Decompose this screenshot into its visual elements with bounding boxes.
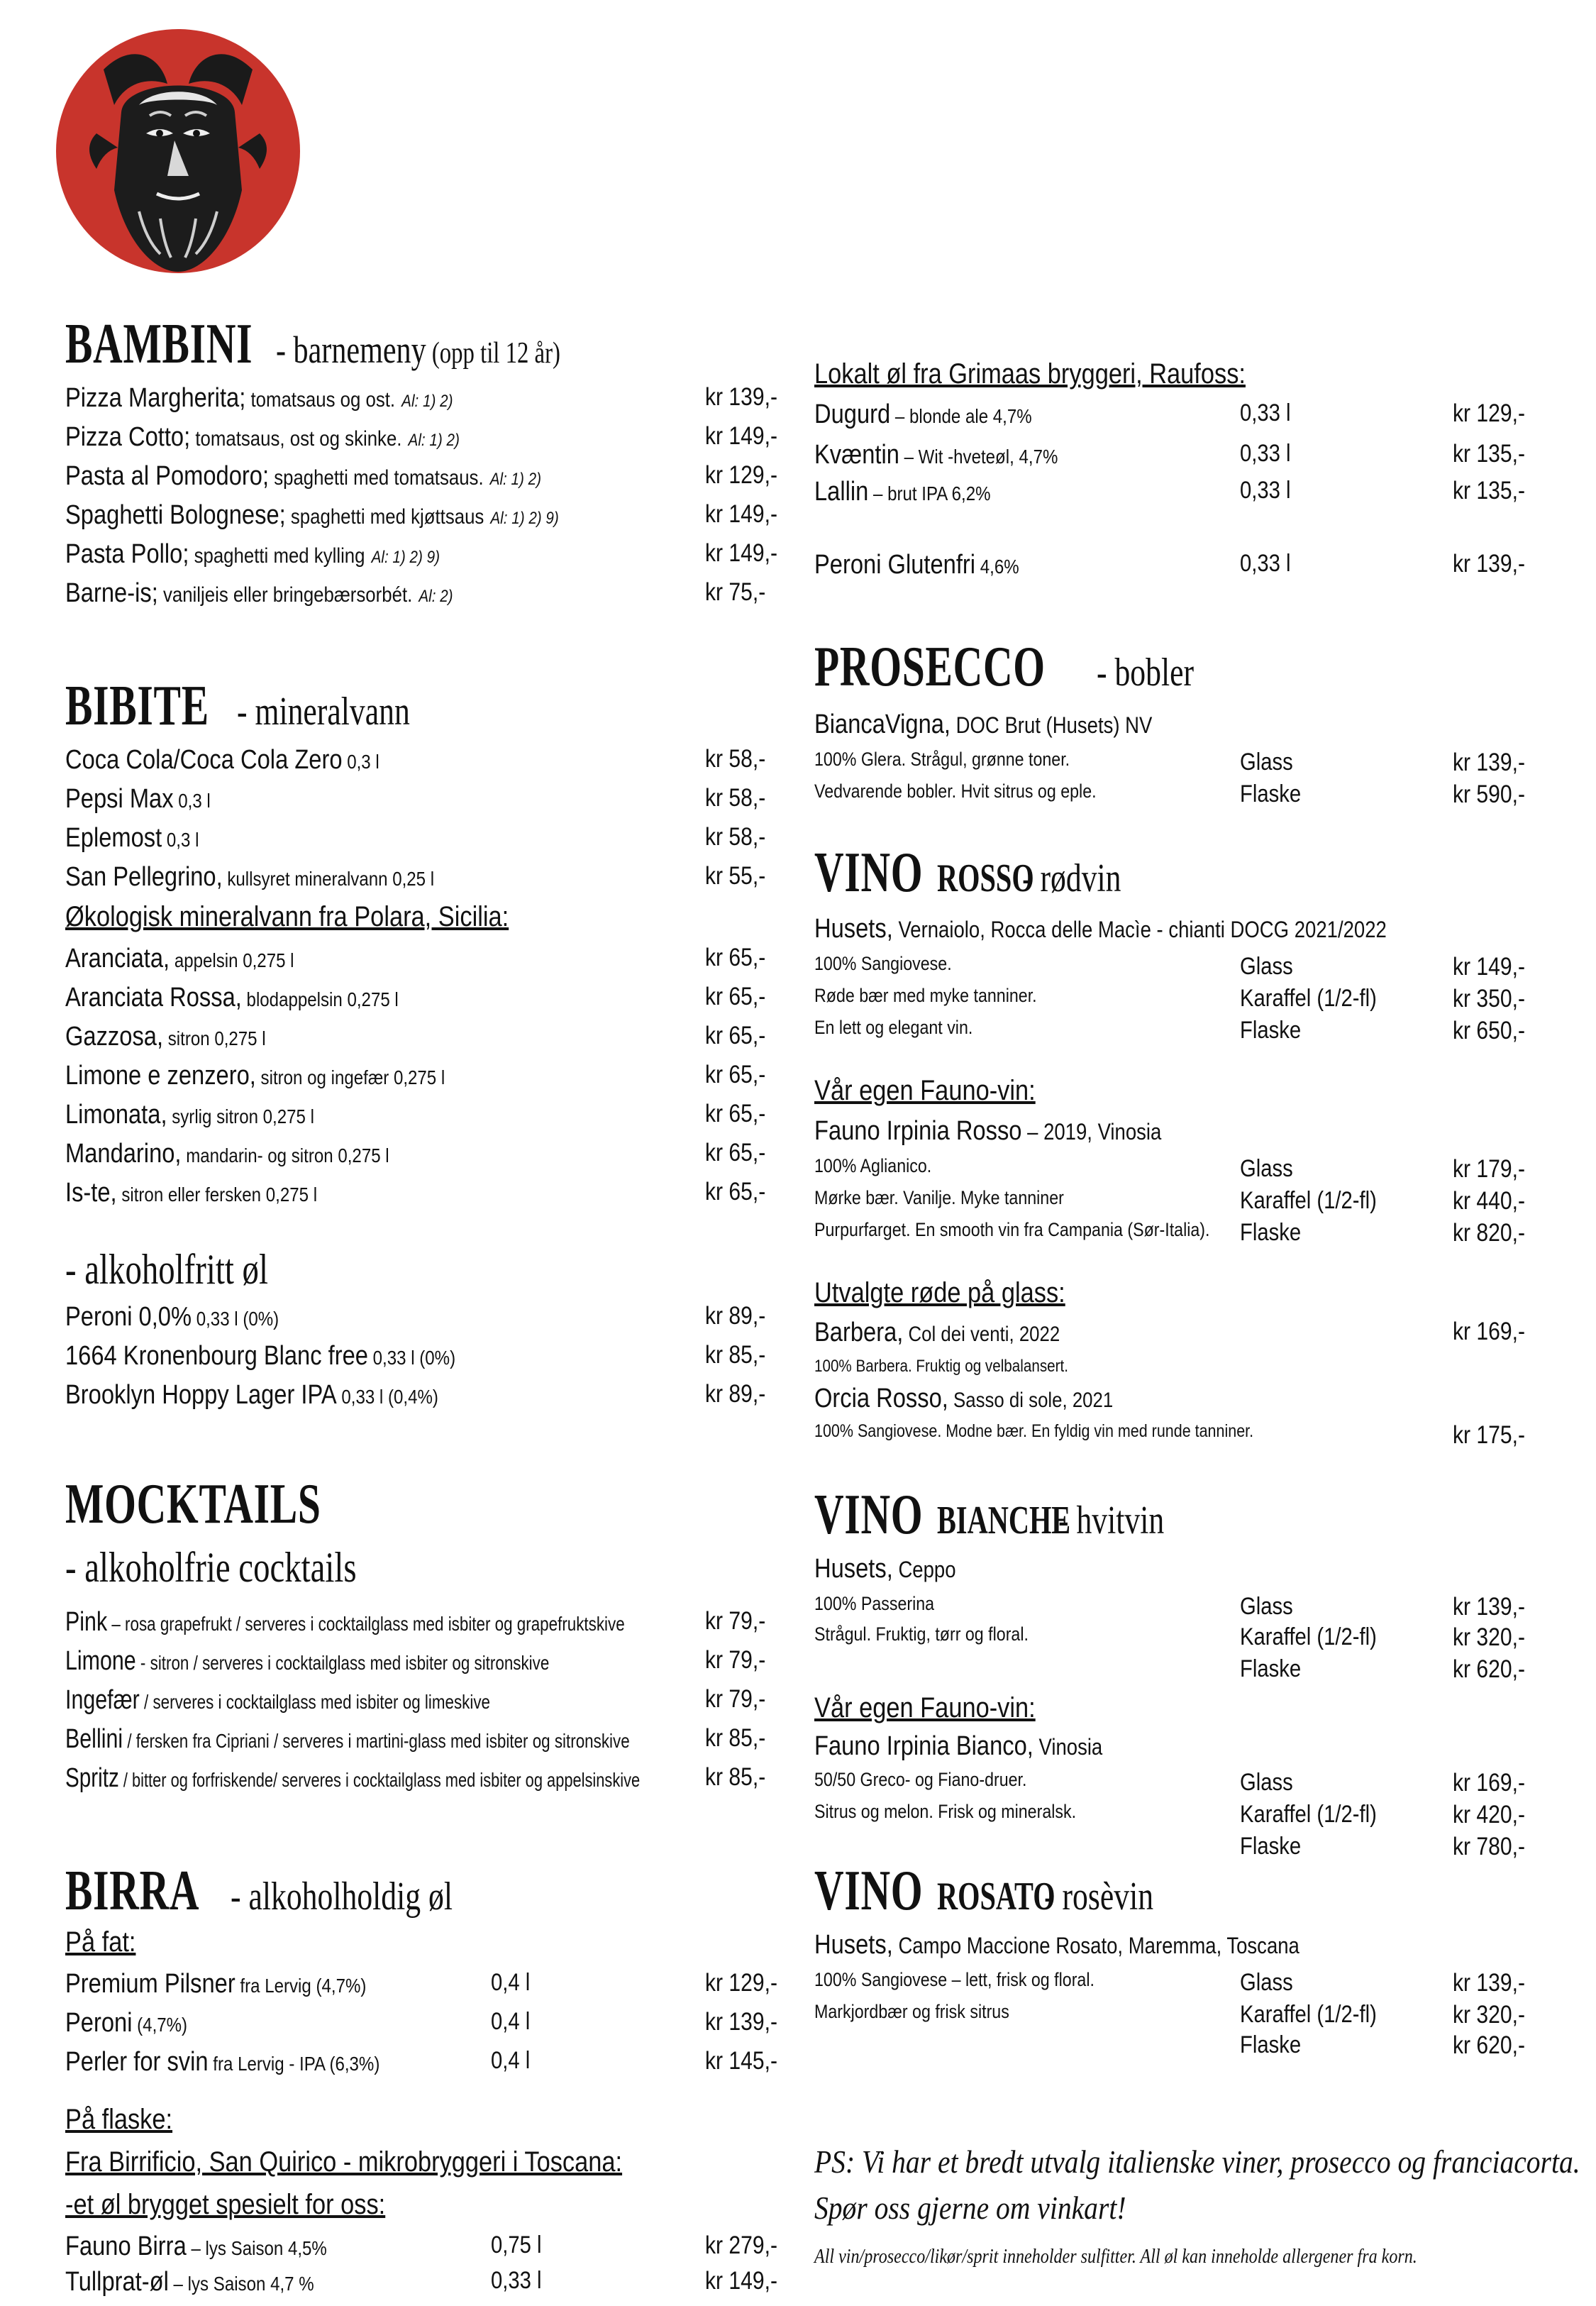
utvalgte-wine: Orcia Rosso, Sasso di sole, 2021 bbox=[814, 1384, 1114, 1413]
wine-row: 100% Glera. Strågul, grønne toner. Glass kr 139,- bbox=[814, 749, 1526, 776]
rosato-wine: Husets, Campo Maccione Rosato, Maremma, Toscana bbox=[814, 1930, 1299, 1960]
list-item: Is-te, sitron eller fersken 0,275 l kr 65,- bbox=[65, 1178, 766, 1208]
mocktails-heading: MOCKTAILS bbox=[65, 1473, 321, 1535]
birra-heading: BIRRA- alkoholholdig øl bbox=[65, 1860, 453, 1922]
price: kr 129,- bbox=[705, 461, 778, 489]
utvalgte-note: 100% Barbera. Fruktig og velbalansert. bbox=[814, 1357, 1068, 1376]
ps-line-2: Spør oss gjerne om vinkart! bbox=[814, 2190, 1126, 2226]
bianche-heading: VINOBIANCHE- hvitvin bbox=[814, 1484, 1165, 1546]
list-item: Perler for svin fra Lervig - IPA (6,3%) 0,4 l kr 145,- bbox=[65, 2047, 778, 2077]
price: kr 149,- bbox=[705, 539, 778, 567]
rosato-heading: VINOROSATO- rosèvin bbox=[814, 1860, 1154, 1922]
list-item: Pasta Pollo; spaghetti med kylling Al: 1) 2) 9) kr 149,- bbox=[65, 539, 778, 569]
list-item: Barne-is; vaniljeis eller bringebærsorbét. Al: 2) kr 75,- bbox=[65, 578, 766, 608]
list-item: Peroni 0,0% 0,33 l (0%) kr 89,- bbox=[65, 1302, 766, 1332]
birrificio-heading: Fra Birrificio, San Quirico - mikrobryggeri i Toscana: bbox=[65, 2146, 623, 2178]
list-item: San Pellegrino, kullsyret mineralvann 0,25 l kr 55,- bbox=[65, 862, 766, 892]
lokalt-heading: Lokalt øl fra Grimaas bryggeri, Raufoss: bbox=[814, 358, 1246, 390]
list-item: Ingefær / serveres i cocktailglass med isbiter og limeskive kr 79,- bbox=[65, 1685, 766, 1715]
list-item: Tullprat-øl – lys Saison 4,7 % 0,33 l kr 149,- bbox=[65, 2267, 778, 2297]
wine-row: Purpurfarget. En smooth vin fra Campania (Sør-Italia). Flaske kr 820,- bbox=[814, 1219, 1526, 1247]
list-item: Limone - sitron / serveres i cocktailglass med isbiter og sitronskive kr 79,- bbox=[65, 1646, 766, 1676]
price: kr 149,- bbox=[705, 422, 778, 450]
bianche-wine: Husets, Ceppo bbox=[814, 1554, 956, 1584]
alkoholfritt-heading: - alkoholfritt øl bbox=[65, 1246, 268, 1293]
wine-row: Markjordbær og frisk sitrus Karaffel (1/2-fl) kr 320,- bbox=[814, 2001, 1526, 2029]
ps-line-1: PS: Vi har et bredt utvalg italienske viner, prosecco og franciacorta. bbox=[814, 2144, 1580, 2180]
price: kr 75,- bbox=[705, 578, 766, 606]
wine-row: 100% Passerina Glass kr 139,- bbox=[814, 1593, 1526, 1621]
list-item: Limone e zenzero, sitron og ingefær 0,275 l kr 65,- bbox=[65, 1061, 766, 1091]
faun-logo-icon bbox=[54, 27, 302, 275]
list-item: Spaghetti Bolognese; spaghetti med kjøttsaus Al: 1) 2) 9) kr 149,- bbox=[65, 500, 778, 530]
list-item: Pink – rosa grapefrukt / serveres i cocktailglass med isbiter og grapefruktskive kr 79,- bbox=[65, 1607, 766, 1637]
bambini-heading: BAMBINI- barnemeny (opp til 12 år) bbox=[65, 313, 560, 375]
list-item: Mandarino, mandarin- og sitron 0,275 l kr 65,- bbox=[65, 1139, 766, 1169]
wine-row: Strågul. Fruktig, tørr og floral. Karaffel (1/2-fl) kr 320,- bbox=[814, 1623, 1526, 1651]
wine-row: 100% Sangiovese. Glass kr 149,- bbox=[814, 953, 1526, 981]
list-item: Fauno Birra – lys Saison 4,5% 0,75 l kr 279,- bbox=[65, 2231, 778, 2261]
mocktails-subheading: - alkoholfrie cocktails bbox=[65, 1544, 357, 1591]
list-item: Aranciata Rossa, blodappelsin 0,275 l kr 65,- bbox=[65, 983, 766, 1013]
list-item: 1664 Kronenbourg Blanc free 0,33 l (0%) kr 85,- bbox=[65, 1341, 766, 1371]
allergen-note: All vin/prosecco/likør/sprit inneholder sulfitter. All øl kan inneholde allergener fra korn. bbox=[814, 2246, 1417, 2268]
utvalgte-wine: Barbera, Col dei venti, 2022 kr 169,- bbox=[814, 1318, 1526, 1347]
list-item: Pepsi Max 0,3 l kr 58,- bbox=[65, 784, 766, 814]
list-item: Bellini / fersken fra Cipriani / serveres i martini-glass med isbiter og sitronskive kr 85,- bbox=[65, 1724, 766, 1754]
list-item: Peroni (4,7%) 0,4 l kr 139,- bbox=[65, 2008, 778, 2038]
list-item: Peroni Glutenfri 4,6% 0,33 l kr 139,- bbox=[814, 550, 1526, 580]
list-item: Dugurd – blonde ale 4,7% 0,33 l kr 129,- bbox=[814, 399, 1526, 429]
bianche-fauno-heading: Vår egen Fauno-vin: bbox=[814, 1692, 1036, 1723]
wine-row: Mørke bær. Vanilje. Myke tanniner Karaffel (1/2-fl) kr 440,- bbox=[814, 1187, 1526, 1215]
bianche-fauno-wine: Fauno Irpinia Bianco, Vinosia bbox=[814, 1731, 1103, 1761]
wine-row: Flaske kr 620,- bbox=[1240, 2031, 1526, 2059]
bibite-heading: BIBITE- mineralvann bbox=[65, 675, 410, 737]
list-item: Pizza Cotto; tomatsaus, ost og skinke. Al: 1) 2) kr 149,- bbox=[65, 422, 778, 452]
list-item: Kvæntin – Wit -hveteøl, 4,7% 0,33 l kr 135,- bbox=[814, 440, 1526, 470]
birrificio-subheading: -et øl brygget spesielt for oss: bbox=[65, 2189, 386, 2220]
wine-row: Flaske kr 780,- bbox=[1240, 1833, 1526, 1860]
flaske-heading: På flaske: bbox=[65, 2104, 173, 2135]
polara-heading: Økologisk mineralvann fra Polara, Sicilia: bbox=[65, 901, 509, 932]
price: kr 149,- bbox=[705, 500, 778, 528]
rosso-wine: Husets, Vernaiolo, Rocca delle Macìe - chianti DOCG 2021/2022 bbox=[814, 914, 1387, 944]
list-item: Lallin – brut IPA 6,2% 0,33 l kr 135,- bbox=[814, 477, 1526, 507]
wine-row: En lett og elegant vin. Flaske kr 650,- bbox=[814, 1017, 1526, 1044]
price: kr 139,- bbox=[705, 383, 778, 411]
prosecco-heading: PROSECCO- bobler bbox=[814, 636, 1194, 698]
list-item: Pizza Margherita; tomatsaus og ost. Al: 1) 2) kr 139,- bbox=[65, 383, 778, 413]
rosso-heading: VINOROSSO- rødvin bbox=[814, 842, 1121, 904]
list-item: Limonata, syrlig sitron 0,275 l kr 65,- bbox=[65, 1100, 766, 1130]
wine-row: Vedvarende bobler. Hvit sitrus og eple. Flaske kr 590,- bbox=[814, 780, 1526, 808]
list-item: Gazzosa, sitron 0,275 l kr 65,- bbox=[65, 1022, 766, 1052]
wine-row: 50/50 Greco- og Fiano-druer. Glass kr 169,- bbox=[814, 1769, 1526, 1797]
fat-heading: På fat: bbox=[65, 1926, 136, 1958]
wine-row: 100% Aglianico. Glass kr 179,- bbox=[814, 1155, 1526, 1183]
list-item: Premium Pilsner fra Lervig (4,7%) 0,4 l kr 129,- bbox=[65, 1969, 778, 1999]
rosso-fauno-wine: Fauno Irpinia Rosso – 2019, Vinosia bbox=[814, 1116, 1162, 1146]
utvalgte-note: 100% Sangiovese. Modne bær. En fyldig vin med runde tanniner. kr 175,- bbox=[814, 1421, 1526, 1449]
list-item: Pasta al Pomodoro; spaghetti med tomatsaus. Al: 1) 2) kr 129,- bbox=[65, 461, 778, 491]
wine-row: 100% Sangiovese – lett, frisk og floral. Glass kr 139,- bbox=[814, 1969, 1526, 1997]
list-item: Brooklyn Hoppy Lager IPA 0,33 l (0,4%) kr 89,- bbox=[65, 1380, 766, 1410]
wine-row: Røde bær med myke tanniner. Karaffel (1/2-fl) kr 350,- bbox=[814, 985, 1526, 1013]
bambini-title: BAMBINI bbox=[65, 313, 253, 375]
list-item: Coca Cola/Coca Cola Zero 0,3 l kr 58,- bbox=[65, 745, 766, 775]
rosso-fauno-heading: Vår egen Fauno-vin: bbox=[814, 1075, 1036, 1106]
wine-row: Flaske kr 620,- bbox=[1240, 1655, 1526, 1683]
list-item: Aranciata, appelsin 0,275 l kr 65,- bbox=[65, 944, 766, 973]
wine-row: Sitrus og melon. Frisk og mineralsk. Karaffel (1/2-fl) kr 420,- bbox=[814, 1801, 1526, 1828]
utvalgte-heading: Utvalgte røde på glass: bbox=[814, 1277, 1065, 1308]
list-item: Spritz / bitter og forfriskende/ serveres i cocktailglass med isbiter og appelsinskive kr 85,- bbox=[65, 1763, 766, 1793]
list-item: Eplemost 0,3 l kr 58,- bbox=[65, 823, 766, 853]
prosecco-wine: BiancaVigna, DOC Brut (Husets) NV bbox=[814, 710, 1153, 739]
